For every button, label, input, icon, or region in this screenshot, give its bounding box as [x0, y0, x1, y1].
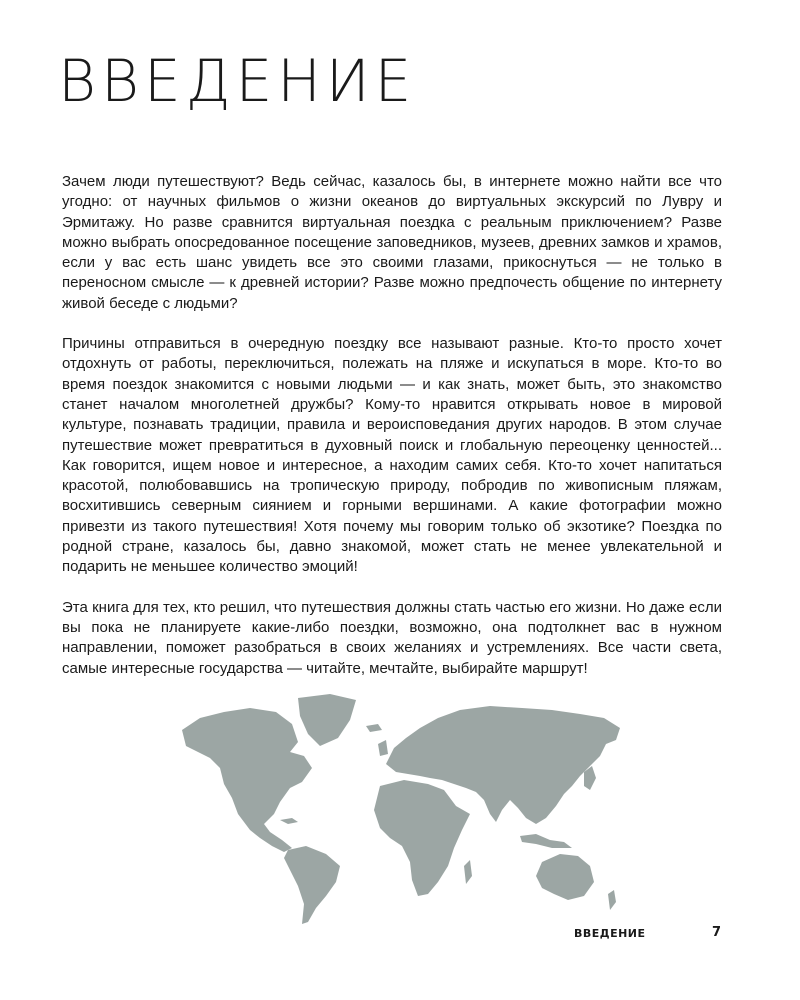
page-number: 7: [712, 925, 722, 940]
greenland-shape: [298, 694, 356, 746]
page-title: ВВЕДЕНИЕ: [58, 47, 417, 115]
british-isles-shape: [378, 740, 388, 756]
world-map-icon: [180, 690, 626, 926]
australia-shape: [536, 854, 594, 900]
new-zealand-shape: [608, 890, 616, 910]
africa-shape: [374, 780, 470, 896]
caribbean-shape: [280, 818, 298, 824]
paragraph-2: Причины отправиться в очередную поездку все называют разные. Кто-то просто хочет отдохнуть от работы, переключиться, полежать на пляже и искупаться в море. Кто-то во время поездок знакомится с новыми людьми — и как знать, может быть, это знакомство станет началом многолетней дружбы? Кому-то нравится открывать новое в мировой культуре, познавать традиции, правила и вероисповедания других народов. В этом случае путешествие может превратиться в духовный поиск и глобальную переоценку ценностей... Как говорится, ищем новое и интересное, а находим самих себя. Кто-то хочет напитаться красотой, полюбовавшись на тропическую природу, побродив по живописным пляжам, восхитившись северным сиянием и горными вершинами. А какие фотографии можно привезти из такого путешествия! Хотя почему мы говорим только об экзотике? Поездка по родной стране, казалось бы, давно знакомой, может стать не менее увлекательной и подарить не меньшее количество эмоций!: [62, 335, 722, 576]
north-america-shape: [182, 708, 312, 852]
madagascar-shape: [464, 860, 472, 884]
body-text: [62, 172, 722, 699]
iceland-shape: [366, 724, 382, 732]
footer-section-title: ВВЕДЕНИЕ: [574, 927, 646, 940]
paragraph-1: Зачем люди путешествуют? Ведь сейчас, казалось бы, в интернете можно найти все что угодно: от научных фильмов о жизни океанов до виртуальных экскурсий по Лувру и Эрмитажу. Но разве сравнится виртуальная поездка с реальным приключением? Разве можно выбрать опосредованное посещение заповедников, музеев, древних замков и храмов, если у вас есть шанс увидеть все это своими глазами, прикоснуться — не только в переносном смысле — к древней истории? Разве можно предпочесть общение по интернету живой беседе с людьми?: [62, 173, 722, 312]
south-america-shape: [284, 846, 340, 924]
paragraph-3: Эта книга для тех, кто решил, что путешествия должны стать частью его жизни. Но даже если вы пока не планируете какие-либо поездки, возможно, она подтолкнет вас в нужном направлении, поможет разобраться в своих желаниях и устремлениях. Все части света, самые интересные государства — читайте, мечтайте, выбирайте маршрут!: [62, 598, 722, 677]
indonesia-shape: [520, 834, 572, 848]
